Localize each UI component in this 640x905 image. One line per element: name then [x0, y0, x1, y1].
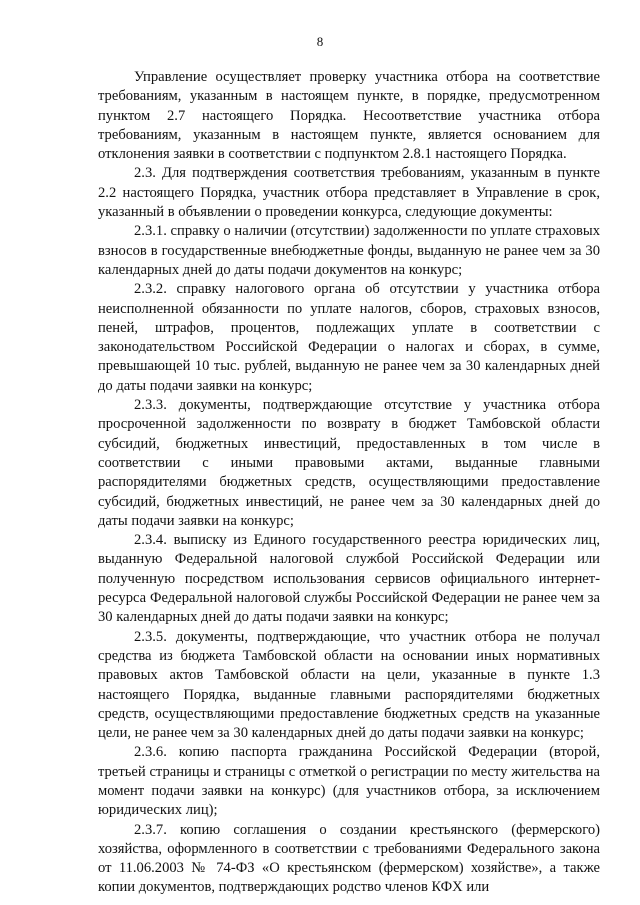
document-body — [98, 68, 600, 898]
paragraph-2-3-5: 2.3.5. документы, подтверждающие, что участник отбора не получал средства из бюджета Тамбовской области на основании иных нормативных правовых актов Тамбовской области на цели, указанные в пункте 1.3 настоящего Порядка, выданные главными распорядителями бюджетных средств, осуществляющими предоставление бюджетных средств на указанные цели, не ранее чем за 30 календарных дней до даты подачи заявки на конкурс; — [98, 628, 600, 742]
paragraph-requirements-check: Управление осуществляет проверку участника отбора на соответствие требованиям, указанным в настоящем пункте, в порядке, предусмотренном пунктом 2.7 настоящего Порядка. Несоответствие участника отбора требованиям, указанным в настоящем пункте, является основанием для отклонения заявки в соответствии с подпунктом 2.8.1 настоящего Порядка. — [98, 69, 600, 163]
paragraph-2-3-4: 2.3.4. выписку из Единого государственного реестра юридических лиц, выданную Федеральной налоговой службой Российской Федерации или полученную посредством использования сервисов официального интернет-ресурса Федеральной налоговой службы Российской Федерации не ранее чем за 30 календарных дней до даты подачи заявки на конкурс; — [98, 532, 600, 626]
paragraph-2-3-3: 2.3.3. документы, подтверждающие отсутствие у участника отбора просроченной задолженности по возврату в бюджет Тамбовской области субсидий, бюджетных инвестиций, предоставленных в том числе в соответствии с иными правовыми актами, выданные главными распорядителями бюджетных средств, осуществляющими предоставление субсидий, бюджетных инвестиций, не ранее чем за 30 календарных дней до даты подачи заявки на конкурс; — [98, 397, 600, 529]
page-number: 8 — [316, 34, 324, 49]
paragraph-2-3-6: 2.3.6. копию паспорта гражданина Российской Федерации (второй, третьей страницы и страницы с отметкой о регистрации по месту жительства на момент подачи заявки на конкурс) (для участников отбора, за исключением юридических лиц); — [98, 744, 600, 819]
paragraph-2-3: 2.3. Для подтверждения соответствия требованиям, указанным в пункте 2.2 настоящего Порядка, участник отбора представляет в Управление в срок, указанный в объявлении о проведении конкурса, следующие документы: — [98, 165, 600, 221]
paragraph-2-3-1: 2.3.1. справку о наличии (отсутствии) задолженности по уплате страховых взносов в государственные внебюджетные фонды, выданную не ранее чем за 30 календарных дней до даты подачи документов на конкурс; — [98, 223, 600, 278]
paragraph-2-3-7: 2.3.7. копию соглашения о создании крестьянского (фермерского) хозяйства, оформленного в соответствии с требованиями Федерального закона от 11.06.2003 № 74-ФЗ «О крестьянском (фермерском) хозяйстве», а также копии документов, подтверждающих родство членов КФХ или — [98, 821, 600, 896]
paragraph-2-3-2: 2.3.2. справку налогового органа об отсутствии у участника отбора неисполненной обязанности по уплате налогов, сборов, страховых взносов, пеней, штрафов, процентов, подлежащих уплате в соответствии с законодательством Российской Федерации о налогах и сборах, в сумме, превышающей 10 тыс. рублей, выданную не ранее чем за 30 календарных дней до даты подачи заявки на конкурс; — [98, 281, 600, 394]
